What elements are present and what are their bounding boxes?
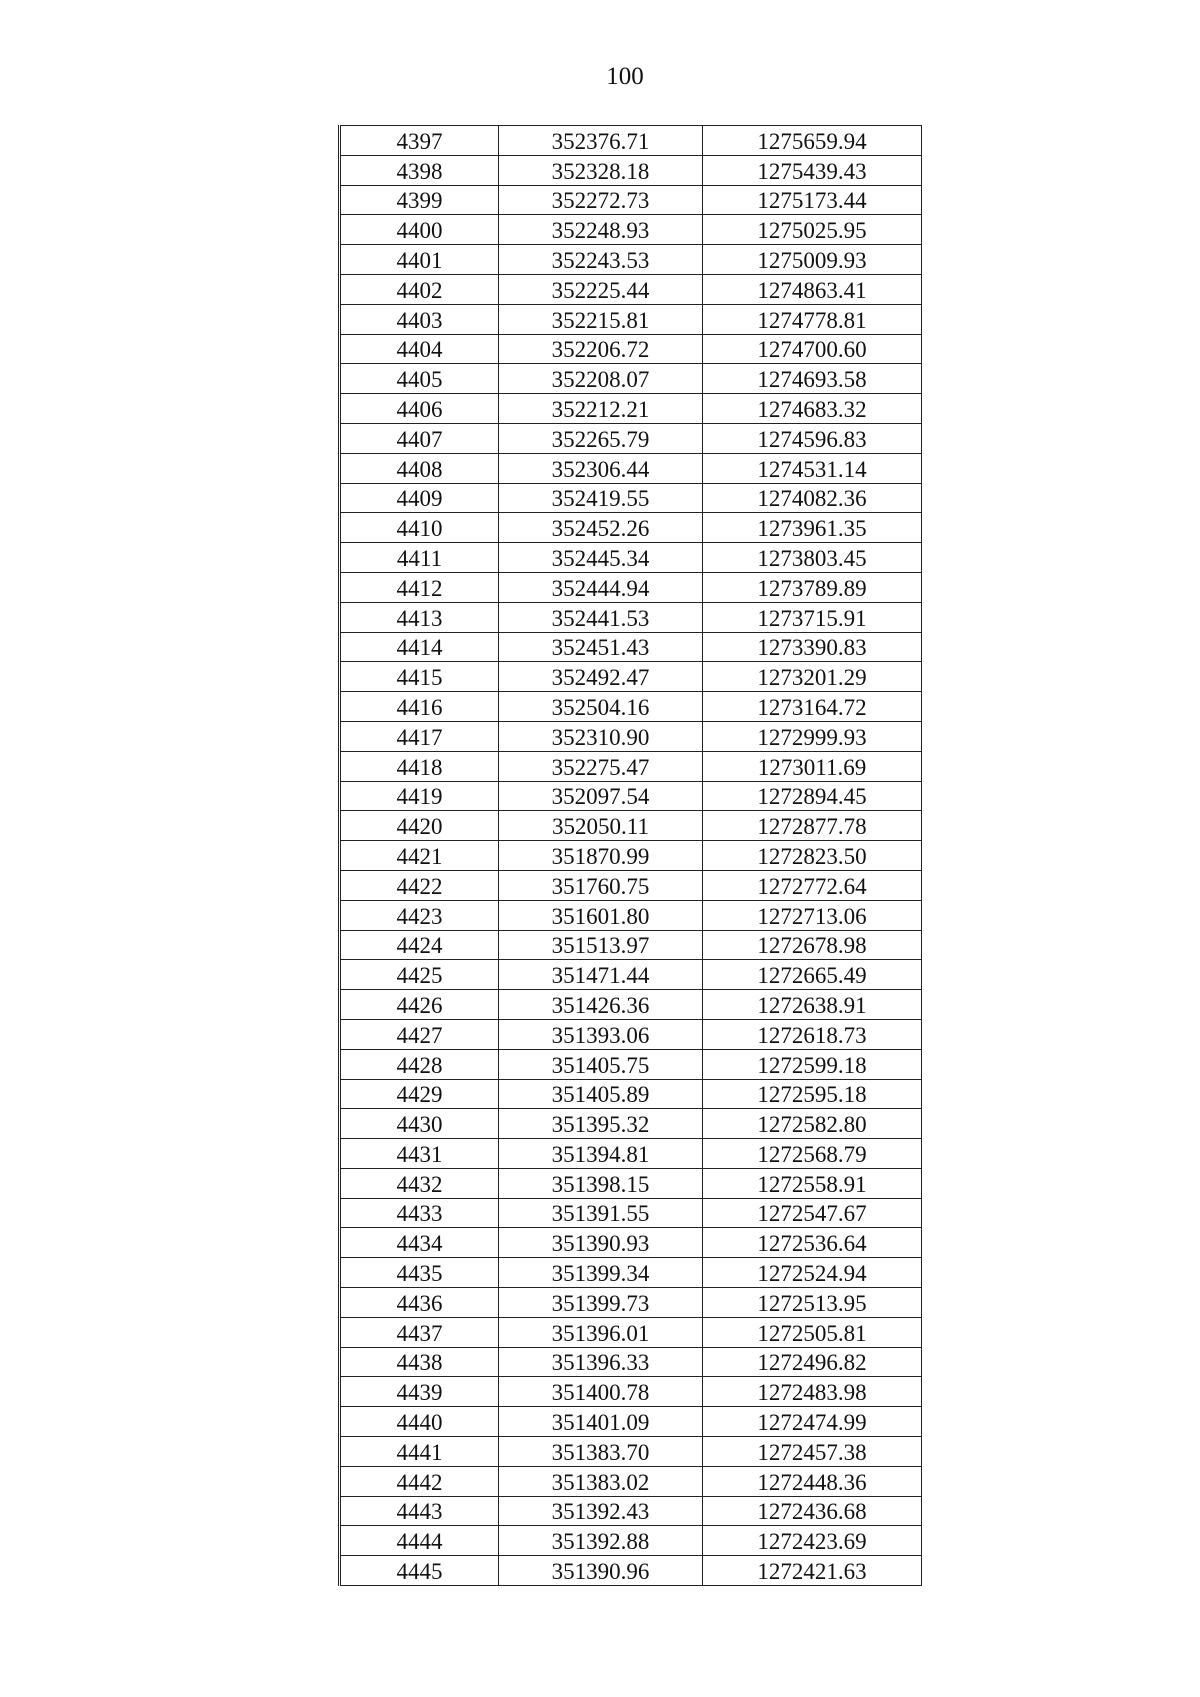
point-number-cell: 4418 — [340, 751, 499, 781]
point-number-cell: 4441 — [340, 1437, 499, 1467]
table-row — [340, 632, 922, 662]
y-coordinate-cell: 1273803.45 — [703, 543, 922, 573]
y-coordinate-cell: 1272457.38 — [703, 1437, 922, 1467]
x-coordinate-cell: 351405.89 — [499, 1079, 703, 1109]
x-coordinate-cell: 352451.43 — [499, 632, 703, 662]
x-coordinate-cell: 351392.88 — [499, 1526, 703, 1556]
y-coordinate-cell: 1272474.99 — [703, 1407, 922, 1437]
point-number-cell: 4435 — [340, 1258, 499, 1288]
table-row — [340, 990, 922, 1020]
y-coordinate-cell: 1275173.44 — [703, 185, 922, 215]
y-coordinate-cell: 1272894.45 — [703, 781, 922, 811]
point-number-cell: 4413 — [340, 602, 499, 632]
y-coordinate-cell: 1272713.06 — [703, 900, 922, 930]
y-coordinate-cell: 1275659.94 — [703, 126, 922, 156]
point-number-cell: 4432 — [340, 1168, 499, 1198]
x-coordinate-cell: 351513.97 — [499, 930, 703, 960]
x-coordinate-cell: 351405.75 — [499, 1049, 703, 1079]
x-coordinate-cell: 351383.70 — [499, 1437, 703, 1467]
x-coordinate-cell: 351399.34 — [499, 1258, 703, 1288]
table-row — [340, 781, 922, 811]
point-number-cell: 4407 — [340, 423, 499, 453]
table-row — [340, 1168, 922, 1198]
point-number-cell: 4427 — [340, 1019, 499, 1049]
point-number-cell: 4398 — [340, 155, 499, 185]
y-coordinate-cell: 1273201.29 — [703, 662, 922, 692]
x-coordinate-cell: 351760.75 — [499, 870, 703, 900]
y-coordinate-cell: 1273390.83 — [703, 632, 922, 662]
table-row — [340, 1437, 922, 1467]
table-row — [340, 1258, 922, 1288]
table-row — [340, 751, 922, 781]
x-coordinate-cell: 352445.34 — [499, 543, 703, 573]
table-row — [340, 394, 922, 424]
x-coordinate-cell: 352248.93 — [499, 215, 703, 245]
x-coordinate-cell: 351396.01 — [499, 1317, 703, 1347]
x-coordinate-cell: 352419.55 — [499, 483, 703, 513]
point-number-cell: 4421 — [340, 841, 499, 871]
table-row — [340, 900, 922, 930]
point-number-cell: 4433 — [340, 1198, 499, 1228]
y-coordinate-cell: 1273961.35 — [703, 513, 922, 543]
point-number-cell: 4434 — [340, 1228, 499, 1258]
point-number-cell: 4397 — [340, 126, 499, 156]
table-row — [340, 1079, 922, 1109]
y-coordinate-cell: 1273011.69 — [703, 751, 922, 781]
point-number-cell: 4422 — [340, 870, 499, 900]
x-coordinate-cell: 352212.21 — [499, 394, 703, 424]
point-number-cell: 4426 — [340, 990, 499, 1020]
x-coordinate-cell: 351399.73 — [499, 1288, 703, 1318]
table-row — [340, 364, 922, 394]
coordinates-table-body — [340, 126, 922, 1586]
table-row — [340, 1466, 922, 1496]
point-number-cell: 4408 — [340, 453, 499, 483]
table-row — [340, 602, 922, 632]
table-row — [340, 423, 922, 453]
point-number-cell: 4438 — [340, 1347, 499, 1377]
table-row — [340, 513, 922, 543]
point-number-cell: 4406 — [340, 394, 499, 424]
x-coordinate-cell: 351426.36 — [499, 990, 703, 1020]
x-coordinate-cell: 351870.99 — [499, 841, 703, 871]
x-coordinate-cell: 351601.80 — [499, 900, 703, 930]
y-coordinate-cell: 1274596.83 — [703, 423, 922, 453]
point-number-cell: 4439 — [340, 1377, 499, 1407]
y-coordinate-cell: 1272547.67 — [703, 1198, 922, 1228]
y-coordinate-cell: 1272599.18 — [703, 1049, 922, 1079]
y-coordinate-cell: 1272877.78 — [703, 811, 922, 841]
x-coordinate-cell: 352306.44 — [499, 453, 703, 483]
point-number-cell: 4412 — [340, 572, 499, 602]
y-coordinate-cell: 1274863.41 — [703, 274, 922, 304]
y-coordinate-cell: 1272524.94 — [703, 1258, 922, 1288]
y-coordinate-cell: 1273789.89 — [703, 572, 922, 602]
table-row — [340, 1049, 922, 1079]
x-coordinate-cell: 351383.02 — [499, 1466, 703, 1496]
table-row — [340, 930, 922, 960]
table-row — [340, 334, 922, 364]
point-number-cell: 4443 — [340, 1496, 499, 1526]
table-row — [340, 126, 922, 156]
y-coordinate-cell: 1272618.73 — [703, 1019, 922, 1049]
x-coordinate-cell: 351395.32 — [499, 1109, 703, 1139]
point-number-cell: 4440 — [340, 1407, 499, 1437]
x-coordinate-cell: 352492.47 — [499, 662, 703, 692]
table-row — [340, 692, 922, 722]
x-coordinate-cell: 351396.33 — [499, 1347, 703, 1377]
table-row — [340, 1347, 922, 1377]
y-coordinate-cell: 1272421.63 — [703, 1556, 922, 1586]
x-coordinate-cell: 352050.11 — [499, 811, 703, 841]
point-number-cell: 4430 — [340, 1109, 499, 1139]
point-number-cell: 4437 — [340, 1317, 499, 1347]
x-coordinate-cell: 351390.93 — [499, 1228, 703, 1258]
y-coordinate-cell: 1272595.18 — [703, 1079, 922, 1109]
point-number-cell: 4419 — [340, 781, 499, 811]
table-row — [340, 274, 922, 304]
y-coordinate-cell: 1274531.14 — [703, 453, 922, 483]
table-row — [340, 1496, 922, 1526]
y-coordinate-cell: 1272772.64 — [703, 870, 922, 900]
table-row — [340, 1109, 922, 1139]
table-row — [340, 1288, 922, 1318]
table-row — [340, 721, 922, 751]
point-number-cell: 4414 — [340, 632, 499, 662]
y-coordinate-cell: 1272436.68 — [703, 1496, 922, 1526]
y-coordinate-cell: 1272423.69 — [703, 1526, 922, 1556]
point-number-cell: 4402 — [340, 274, 499, 304]
point-number-cell: 4429 — [340, 1079, 499, 1109]
y-coordinate-cell: 1272513.95 — [703, 1288, 922, 1318]
y-coordinate-cell: 1272536.64 — [703, 1228, 922, 1258]
table-row — [340, 543, 922, 573]
point-number-cell: 4445 — [340, 1556, 499, 1586]
y-coordinate-cell: 1272582.80 — [703, 1109, 922, 1139]
point-number-cell: 4444 — [340, 1526, 499, 1556]
table-row — [340, 185, 922, 215]
point-number-cell: 4431 — [340, 1139, 499, 1169]
y-coordinate-cell: 1272448.36 — [703, 1466, 922, 1496]
x-coordinate-cell: 352206.72 — [499, 334, 703, 364]
table-row — [340, 1019, 922, 1049]
table-row — [340, 1317, 922, 1347]
y-coordinate-cell: 1275439.43 — [703, 155, 922, 185]
x-coordinate-cell: 352504.16 — [499, 692, 703, 722]
x-coordinate-cell: 352376.71 — [499, 126, 703, 156]
x-coordinate-cell: 351401.09 — [499, 1407, 703, 1437]
x-coordinate-cell: 351394.81 — [499, 1139, 703, 1169]
table-row — [340, 1228, 922, 1258]
y-coordinate-cell: 1272823.50 — [703, 841, 922, 871]
x-coordinate-cell: 351391.55 — [499, 1198, 703, 1228]
point-number-cell: 4424 — [340, 930, 499, 960]
point-number-cell: 4400 — [340, 215, 499, 245]
point-number-cell: 4442 — [340, 1466, 499, 1496]
table-row — [340, 304, 922, 334]
table-row — [340, 1526, 922, 1556]
x-coordinate-cell: 352444.94 — [499, 572, 703, 602]
point-number-cell: 4428 — [340, 1049, 499, 1079]
page-number: 100 — [606, 63, 644, 90]
point-number-cell: 4401 — [340, 245, 499, 275]
y-coordinate-cell: 1273715.91 — [703, 602, 922, 632]
table-row — [340, 1556, 922, 1586]
x-coordinate-cell: 352275.47 — [499, 751, 703, 781]
x-coordinate-cell: 352452.26 — [499, 513, 703, 543]
table-row — [340, 811, 922, 841]
point-number-cell: 4425 — [340, 960, 499, 990]
x-coordinate-cell: 352215.81 — [499, 304, 703, 334]
point-number-cell: 4416 — [340, 692, 499, 722]
point-number-cell: 4405 — [340, 364, 499, 394]
y-coordinate-cell: 1272638.91 — [703, 990, 922, 1020]
x-coordinate-cell: 352272.73 — [499, 185, 703, 215]
x-coordinate-cell: 351400.78 — [499, 1377, 703, 1407]
y-coordinate-cell: 1272496.82 — [703, 1347, 922, 1377]
x-coordinate-cell: 352265.79 — [499, 423, 703, 453]
y-coordinate-cell: 1272568.79 — [703, 1139, 922, 1169]
table-row — [340, 841, 922, 871]
table-row — [340, 155, 922, 185]
table-row — [340, 960, 922, 990]
y-coordinate-cell: 1272483.98 — [703, 1377, 922, 1407]
y-coordinate-cell: 1272678.98 — [703, 930, 922, 960]
x-coordinate-cell: 351398.15 — [499, 1168, 703, 1198]
table-row — [340, 1139, 922, 1169]
table-row — [340, 483, 922, 513]
table-row — [340, 870, 922, 900]
y-coordinate-cell: 1275009.93 — [703, 245, 922, 275]
x-coordinate-cell: 352441.53 — [499, 602, 703, 632]
x-coordinate-cell: 352328.18 — [499, 155, 703, 185]
x-coordinate-cell: 352310.90 — [499, 721, 703, 751]
point-number-cell: 4410 — [340, 513, 499, 543]
point-number-cell: 4417 — [340, 721, 499, 751]
point-number-cell: 4409 — [340, 483, 499, 513]
y-coordinate-cell: 1272665.49 — [703, 960, 922, 990]
y-coordinate-cell: 1274700.60 — [703, 334, 922, 364]
point-number-cell: 4420 — [340, 811, 499, 841]
x-coordinate-cell: 352208.07 — [499, 364, 703, 394]
point-number-cell: 4404 — [340, 334, 499, 364]
x-coordinate-cell: 352243.53 — [499, 245, 703, 275]
y-coordinate-cell: 1272999.93 — [703, 721, 922, 751]
point-number-cell: 4399 — [340, 185, 499, 215]
table-row — [340, 662, 922, 692]
y-coordinate-cell: 1272558.91 — [703, 1168, 922, 1198]
y-coordinate-cell: 1272505.81 — [703, 1317, 922, 1347]
point-number-cell: 4415 — [340, 662, 499, 692]
table-row — [340, 1198, 922, 1228]
table-row — [340, 453, 922, 483]
table-row — [340, 215, 922, 245]
y-coordinate-cell: 1274082.36 — [703, 483, 922, 513]
point-number-cell: 4403 — [340, 304, 499, 334]
y-coordinate-cell: 1274693.58 — [703, 364, 922, 394]
y-coordinate-cell: 1274778.81 — [703, 304, 922, 334]
y-coordinate-cell: 1273164.72 — [703, 692, 922, 722]
x-coordinate-cell: 352097.54 — [499, 781, 703, 811]
table-row — [340, 1377, 922, 1407]
y-coordinate-cell: 1274683.32 — [703, 394, 922, 424]
point-number-cell: 4436 — [340, 1288, 499, 1318]
x-coordinate-cell: 352225.44 — [499, 274, 703, 304]
table-row — [340, 1407, 922, 1437]
x-coordinate-cell: 351390.96 — [499, 1556, 703, 1586]
x-coordinate-cell: 351393.06 — [499, 1019, 703, 1049]
x-coordinate-cell: 351392.43 — [499, 1496, 703, 1526]
point-number-cell: 4411 — [340, 543, 499, 573]
y-coordinate-cell: 1275025.95 — [703, 215, 922, 245]
coordinates-table — [338, 125, 922, 1586]
table-row — [340, 572, 922, 602]
table-row — [340, 245, 922, 275]
point-number-cell: 4423 — [340, 900, 499, 930]
x-coordinate-cell: 351471.44 — [499, 960, 703, 990]
